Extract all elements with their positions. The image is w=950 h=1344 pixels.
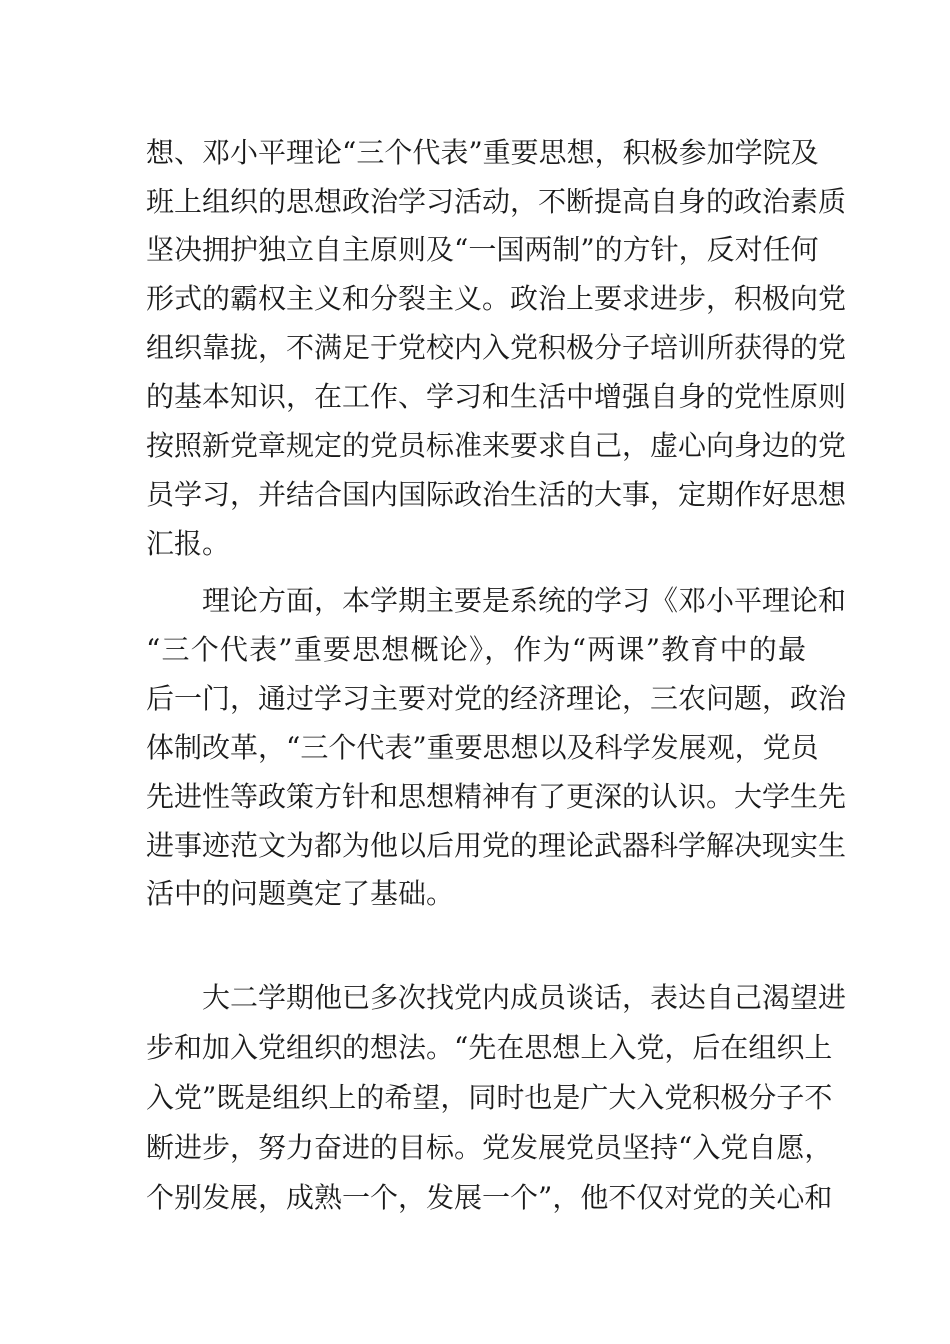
text-line: 步和加入党组织的想法。“先在思想上入党，后在组织上 [146, 1031, 833, 1064]
text-line: 组织靠拢，不满足于党校内入党积极分子培训所获得的党 [146, 331, 847, 364]
text-line: 汇报。 [146, 527, 231, 560]
text-line: “三个代表”重要思想概论》，作为“两课”教育中的最 [146, 633, 806, 666]
text-line: 坚决拥护独立自主原则及“一国两制”的方针，反对任何 [146, 233, 819, 266]
text-line: 先进性等政策方针和思想精神有了更深的认识。大学生先 [146, 780, 847, 813]
text-line: 大二学期他已多次找党内成员谈话，表达自己渴望进 [202, 981, 847, 1014]
text-line: 形式的霸权主义和分裂主义。政治上要求进步，积极向党 [146, 282, 847, 315]
text-line: 后一门，通过学习主要对党的经济理论，三农问题，政治 [146, 682, 847, 715]
text-line: 理论方面，本学期主要是系统的学习《邓小平理论和 [202, 584, 847, 617]
text-line: 断进步，努力奋进的目标。党发展党员坚持“入党自愿， [146, 1131, 833, 1164]
text-line: 个别发展，成熟一个，发展一个”，他不仅对党的关心和 [146, 1181, 833, 1214]
text-line: 的基本知识，在工作、学习和生活中增强自身的党性原则 [146, 380, 847, 413]
text-line: 体制改革，“三个代表”重要思想以及科学发展观，党员 [146, 731, 819, 764]
text-line: 班上组织的思想政治学习活动，不断提高自身的政治素质 [146, 185, 847, 218]
text-line: 按照新党章规定的党员标准来要求自己，虚心向身边的党 [146, 429, 847, 462]
text-line: 员学习，并结合国内国际政治生活的大事，定期作好思想 [146, 478, 847, 511]
text-line: 入党”既是组织上的希望，同时也是广大入党积极分子不 [146, 1081, 833, 1114]
text-line: 活中的问题奠定了基础。 [146, 877, 455, 910]
text-line: 想、邓小平理论“三个代表”重要思想，积极参加学院及 [146, 136, 819, 169]
text-line: 进事迹范文为都为他以后用党的理论武器科学解决现实生 [146, 829, 847, 862]
